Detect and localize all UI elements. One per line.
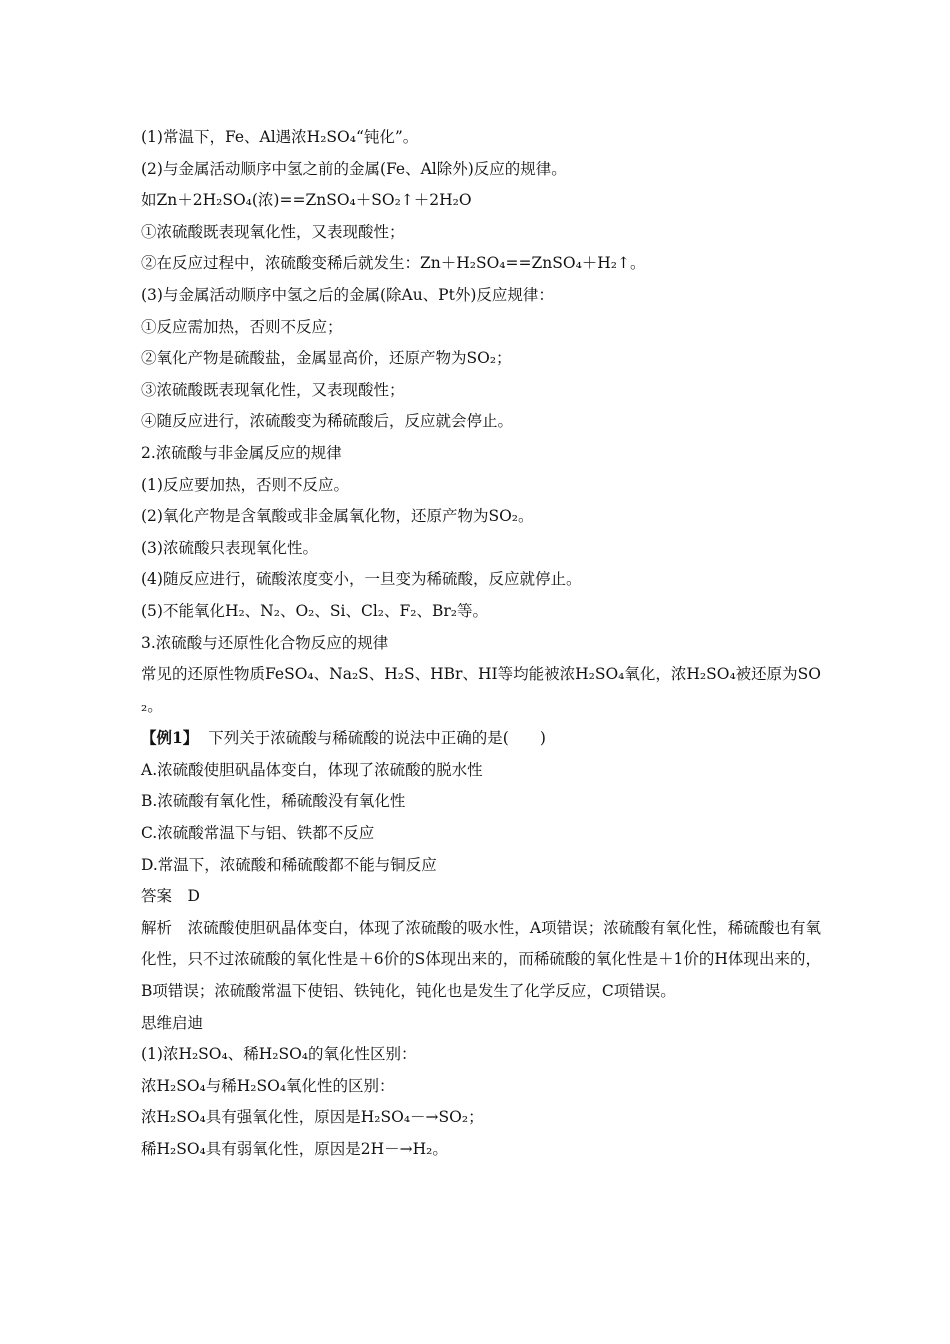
text-line: ④随反应进行，浓硫酸变为稀硫酸后，反应就会停止。 <box>141 412 514 431</box>
text-line: (4)随反应进行，硫酸浓度变小，一旦变为稀硫酸，反应就停止。 <box>141 570 582 589</box>
example-tag: 【例1】 <box>141 728 199 748</box>
text-line: ①反应需加热，否则不反应； <box>141 317 343 336</box>
section-heading: 2.浓硫酸与非金属反应的规律 <box>141 443 342 462</box>
text-line: (3)与金属活动顺序中氢之后的金属(除Au、Pt外)反应规律： <box>141 285 554 304</box>
text-line: ③浓硫酸既表现氧化性，又表现酸性； <box>141 380 405 399</box>
text-line: (1)反应要加热，否则不反应。 <box>141 475 349 494</box>
text-line: ②氧化产物是硫酸盐，金属显高价，还原产物为SO₂； <box>141 349 512 368</box>
reducing-compounds-paragraph: 常见的还原性物质FeSO₄、Na₂S、H₂S、HBr、HI等均能被浓H₂SO₄氧化，浓H₂SO₄被还原为SO₂。 <box>141 665 821 715</box>
option-c: C.浓硫酸常温下与铝、铁都不反应 <box>141 824 375 843</box>
text-line: (2)氧化产物是含氧酸或非金属氧化物，还原产物为SO₂。 <box>141 507 534 526</box>
text-line: 浓H₂SO₄具有强氧化性，原因是H₂SO₄－→SO₂； <box>141 1108 484 1127</box>
text-line: (5)不能氧化H₂、N₂、O₂、Si、Cl₂、F₂、Br₂等。 <box>141 601 488 620</box>
example-question <box>141 722 821 755</box>
text-line: 稀H₂SO₄具有弱氧化性，原因是2H－→H₂。 <box>141 1140 448 1158</box>
text-line: (1)浓H₂SO₄、稀H₂SO₄的氧化性区别： <box>141 1045 417 1064</box>
analysis-paragraph: 解析 浓硫酸使胆矾晶体变白，体现了浓硫酸的吸水性，A项错误；浓硫酸有氧化性，稀硫酸也有氧化性，只不过浓硫酸的氧化性是＋6价的S体现出来的，而稀硫酸的氧化性是＋1价的H体现出来的，B项错误；浓硫酸常温下使铝、铁钝化，钝化也是发生了化学反应，C项错误。 <box>141 918 821 1001</box>
option-d: D.常温下，浓硫酸和稀硫酸都不能与铜反应 <box>141 855 437 874</box>
thinking-title: 思维启迪 <box>141 1013 204 1032</box>
section-heading: 3.浓硫酸与还原性化合物反应的规律 <box>141 633 389 652</box>
example-question-text: 下列关于浓硫酸与稀硫酸的说法中正确的是( ) <box>208 729 546 748</box>
document-page <box>141 122 821 1166</box>
text-line: (1)常温下，Fe、Al遇浓H₂SO₄“钝化”。 <box>141 128 419 146</box>
text-line: ②在反应过程中，浓硫酸变稀后就发生：Zn＋H₂SO₄==ZnSO₄＋H₂↑。 <box>141 254 646 273</box>
option-b: B.浓硫酸有氧化性，稀硫酸没有氧化性 <box>141 792 406 811</box>
text-line: (2)与金属活动顺序中氢之前的金属(Fe、Al除外)反应的规律。 <box>141 159 567 178</box>
text-line: 浓H₂SO₄与稀H₂SO₄氧化性的区别： <box>141 1076 395 1095</box>
text-line: (3)浓硫酸只表现氧化性。 <box>141 538 318 557</box>
text-line: 如Zn＋2H₂SO₄(浓)==ZnSO₄＋SO₂↑＋2H₂O <box>141 191 472 210</box>
text-line: ①浓硫酸既表现氧化性，又表现酸性； <box>141 222 405 241</box>
answer: 答案 D <box>141 887 200 906</box>
option-a: A.浓硫酸使胆矾晶体变白，体现了浓硫酸的脱水性 <box>141 760 483 779</box>
